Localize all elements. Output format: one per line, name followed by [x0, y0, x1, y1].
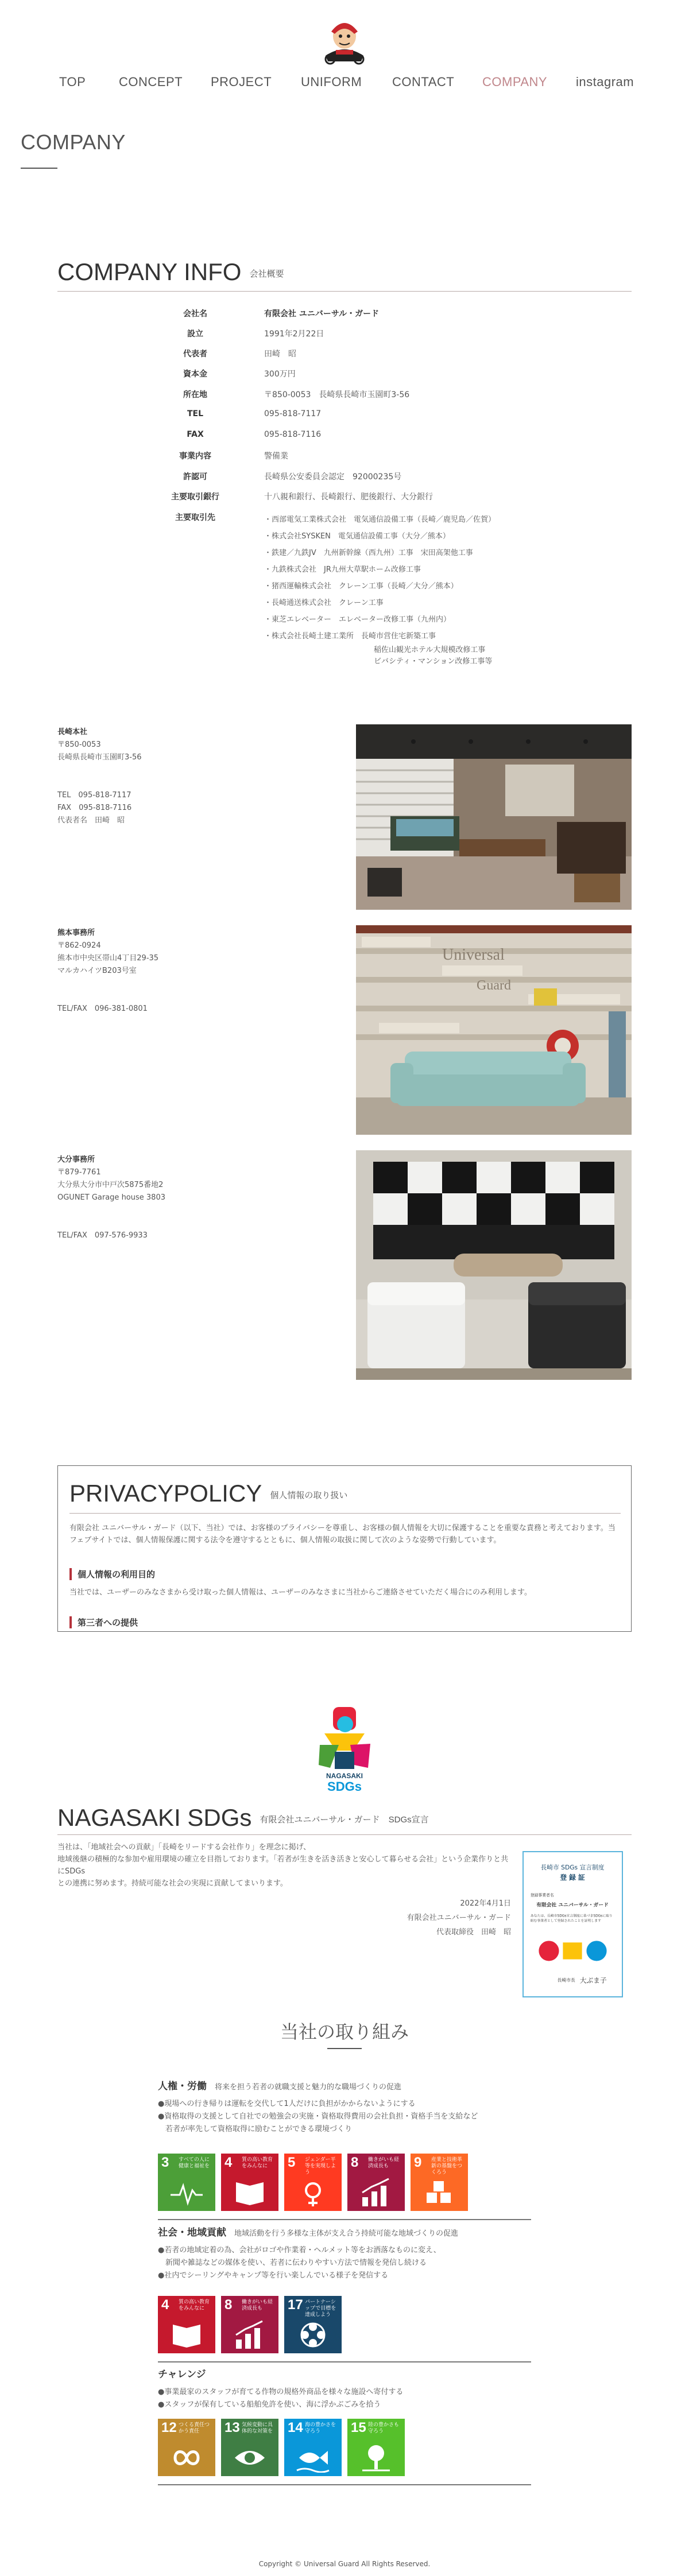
sdg-tile: 3 すべての人に健康と福祉を	[158, 2154, 215, 2211]
office-kumamoto: 熊本事務所 〒862-0924 熊本市中央区帯山4丁目29-35 マルカハイツB203号室 TEL/FAX 096-381-0801	[57, 929, 159, 1013]
infinity-icon	[169, 2443, 204, 2473]
initiatives-rule	[327, 2048, 362, 2049]
company-info-rule	[57, 291, 632, 292]
category-human-rights: 人権・労働 将来を担う若者の就職支援と魅力的な職場づくりの促進 ●現場への行き帰りは運転を交代して1人だけに負担がかからないようにする ●資格取得の支援として自社での勉強会の実施・資格取得費用の会社負担・資格手当を支給など 若者が率先して資格取得に励むことができる環境づくり	[158, 2081, 478, 2133]
svg-text:登 録 証: 登 録 証	[560, 1873, 585, 1881]
nav-project[interactable]: PROJECT	[211, 75, 272, 89]
cubes-icon	[422, 2178, 456, 2208]
client-item: ビバシティ・マンション改修工事等	[374, 657, 493, 666]
svg-text:有限会社 ユニバーサル・ガード: 有限会社 ユニバーサル・ガード	[536, 1902, 609, 1908]
book-icon	[169, 2320, 204, 2350]
category-rule	[158, 2361, 531, 2362]
privacy-section1-title: 個人情報の利用目的	[69, 1568, 155, 1580]
sdgs-company: 有限会社ユニバーサル・ガード	[407, 1914, 511, 1922]
sdg-tile: 8 働きがいも経済成長も	[221, 2296, 278, 2353]
nagasaki-sdgs-logo	[313, 1705, 376, 1794]
sdg-tile: 13 気候変動に具体的な対策を	[221, 2419, 278, 2476]
photo-sign-guard: Guard	[477, 978, 511, 993]
photo-sign-universal: Universal	[442, 946, 505, 964]
nagasaki-office-photo	[356, 724, 632, 910]
pulse-icon	[169, 2178, 204, 2208]
category-community: 社会・地域貢献 地域活動を行う多様な主体が支え合う持続可能な地域づくりの促進 ●若者の地域定着の為、会社がロゴや作業着・ヘルメット等をお洒落なものに変え、 新聞や雑誌などの媒体を使い、若者に伝わりやすい方法で情報を発信し続ける ●社内でシーリングやキャンプ等を行い楽しんでいる様子を発信する	[158, 2227, 459, 2280]
main-nav	[0, 75, 689, 98]
sdg-tile: 4 質の高い教育をみんなに	[221, 2154, 278, 2211]
page-title: COMPANY	[21, 130, 126, 154]
eye-icon	[233, 2443, 267, 2473]
client-item: ・西部電気工業株式会社 電気通信設備工事（長崎／鹿児島／佐賀）	[264, 515, 496, 524]
nav-company[interactable]: COMPANY	[482, 75, 548, 89]
client-item: ・東芝エレベーター エレベーター改修工事（九州内）	[264, 615, 451, 624]
sdg-tile: 4 質の高い教育をみんなに	[158, 2296, 215, 2353]
svg-text:NAGASAKI: NAGASAKI	[326, 1772, 363, 1780]
svg-text:登録事業者名: 登録事業者名	[530, 1893, 554, 1898]
svg-text:大ぶま子: 大ぶま子	[579, 1976, 607, 1985]
client-item: ・長崎通送株式会社 クレーン工事	[264, 599, 384, 607]
client-item: ・株式会社長崎土建工業所 長崎市営住宅新築工事	[264, 632, 436, 641]
fish-icon	[296, 2443, 330, 2473]
page-title-underline	[21, 168, 57, 169]
privacy-policy-box[interactable]	[57, 1465, 632, 1632]
flower-icon	[296, 2320, 330, 2350]
kumamoto-office-photo	[356, 925, 632, 1135]
sdgs-heading: NAGASAKI SDGs 有限会社ユニバーサル・ガード SDGs宣言	[57, 1804, 429, 1831]
company-logo[interactable]	[319, 14, 370, 65]
book-icon	[233, 2178, 267, 2208]
chart-icon	[233, 2320, 267, 2350]
chart-icon	[359, 2178, 393, 2208]
sdg-tile: 8 働きがいも経済成長も	[347, 2154, 405, 2211]
client-item: ・株式会社SYSKEN 電気通信設備工事（大分／熊本）	[264, 532, 450, 541]
client-item: ・猪西運輸株式会社 クレーン工事（長崎／大分／熊本）	[264, 582, 458, 591]
category-challenge: チャレンジ ●事業最家のスタッフが育てる作物の規格外商品を様々な施設へ寄付する ●スタッフが保有している船舶免許を使い、海に浮かぶごみを拾う	[158, 2369, 404, 2409]
sdg-tile: 15 陸の豊かさも守ろう	[347, 2419, 405, 2476]
gender-icon	[296, 2178, 330, 2208]
sdg-tile: 14 海の豊かさを守ろう	[284, 2419, 342, 2476]
nav-concept[interactable]: CONCEPT	[119, 75, 183, 89]
privacy-rule	[69, 1513, 621, 1514]
office-nagasaki: 長崎本社 〒850-0053 長崎県長崎市玉園町3-56 TEL 095-818-7117 FAX 095-818-7116 代表者名 田崎 昭	[57, 728, 142, 825]
category-rule	[158, 2219, 531, 2220]
sdg-tile: 5 ジェンダー平等を実現しよう	[284, 2154, 342, 2211]
nav-instagram[interactable]: instagram	[576, 75, 634, 89]
privacy-section1-text: 当社では、ユーザーのみなさまから受け取った個人情報は、ユーザーのみなさまに当社からご連絡させていただく場合にのみ利用します。	[69, 1588, 532, 1597]
sdgs-declaration: 当社は、「地域社会への貢献」「長崎をリードする会社作り」を理念に掲げ、 地域後継の積極的な参加や雇用環境の確立を目指しております。「若者が生きを活き活きと安心して暮らせる会社」という企業作りと共にSDGs との連携に努めます。持続可能な社会の実現に貢献してまいります。	[57, 1843, 509, 1888]
svg-text:長崎市長: 長崎市長	[557, 1977, 575, 1983]
privacy-section2-title: 第三者への提供	[69, 1616, 138, 1628]
sdg-tile: 12 つくる責任つかう責任	[158, 2419, 215, 2476]
sdg-tile: 17 パートナーシップで目標を達成しよう	[284, 2296, 342, 2353]
sdgs-rule	[57, 1834, 632, 1835]
company-info-heading: COMPANY INFO 会社概要	[57, 258, 284, 285]
svg-text:SDGs: SDGs	[327, 1779, 362, 1794]
oita-office-photo	[356, 1150, 632, 1380]
clients-list	[264, 511, 496, 668]
client-item: ・九鉄株式会社 JR九州大草駅ホーム改修工事	[264, 565, 421, 574]
footer-copyright: Copyright © Universal Guard All Rights Reserved.	[258, 2560, 431, 2568]
client-item: ・鉄建／九鉄JV 九州新幹線（西九州）工事 宋田高架他工事	[264, 549, 473, 557]
sdgs-representative: 代表取締役 田崎 昭	[436, 1928, 511, 1937]
sdgs-certificate: 長崎市 SDGs 宣言制度 登 録 証 登録事業者名 有限会社 ユニバーサル・ガード あなたは、長崎市SDGs宣言制度に基づきSDGsに取り組む事業者として登録されたことを証明します 長崎市長 大ぶま子	[530, 1864, 613, 1985]
sdg-tile: 9 産業と技術革新の基盤をつくろう	[411, 2154, 468, 2211]
nav-contact[interactable]: CONTACT	[392, 75, 455, 89]
office-oita: 大分事務所 〒879-7761 大分県大分市中戸次5875番地2 OGUNET Garage house 3803 TEL/FAX 097-576-9933	[57, 1155, 165, 1240]
category-rule	[158, 2484, 531, 2485]
sdgs-date: 2022年4月1日	[460, 1899, 511, 1908]
nav-uniform[interactable]: UNIFORM	[301, 75, 362, 89]
client-item: 稲佐山観光ホテル大規模改修工事	[374, 646, 486, 654]
nav-top[interactable]: TOP	[59, 75, 86, 89]
tree-icon	[359, 2443, 393, 2473]
privacy-heading: PRIVACYPOLICY 個人情報の取り扱い	[69, 1480, 348, 1507]
svg-text:長崎市 SDGs 宣言制度: 長崎市 SDGs 宣言制度	[540, 1864, 605, 1872]
initiatives-title: 当社の取り組み	[280, 2022, 409, 2042]
privacy-intro: 有限会社 ユニバーサル・ガード（以下、当社）では、お客様のプライバシーを尊重し、お客様の個人情報を大切に保護することを重要な責務と考えております。当フェブサイトでは、個人情報保護に関する法令を遵守するとともに、個人情報の取扱に関して次のような姿勢で行動しています。	[69, 1524, 616, 1545]
